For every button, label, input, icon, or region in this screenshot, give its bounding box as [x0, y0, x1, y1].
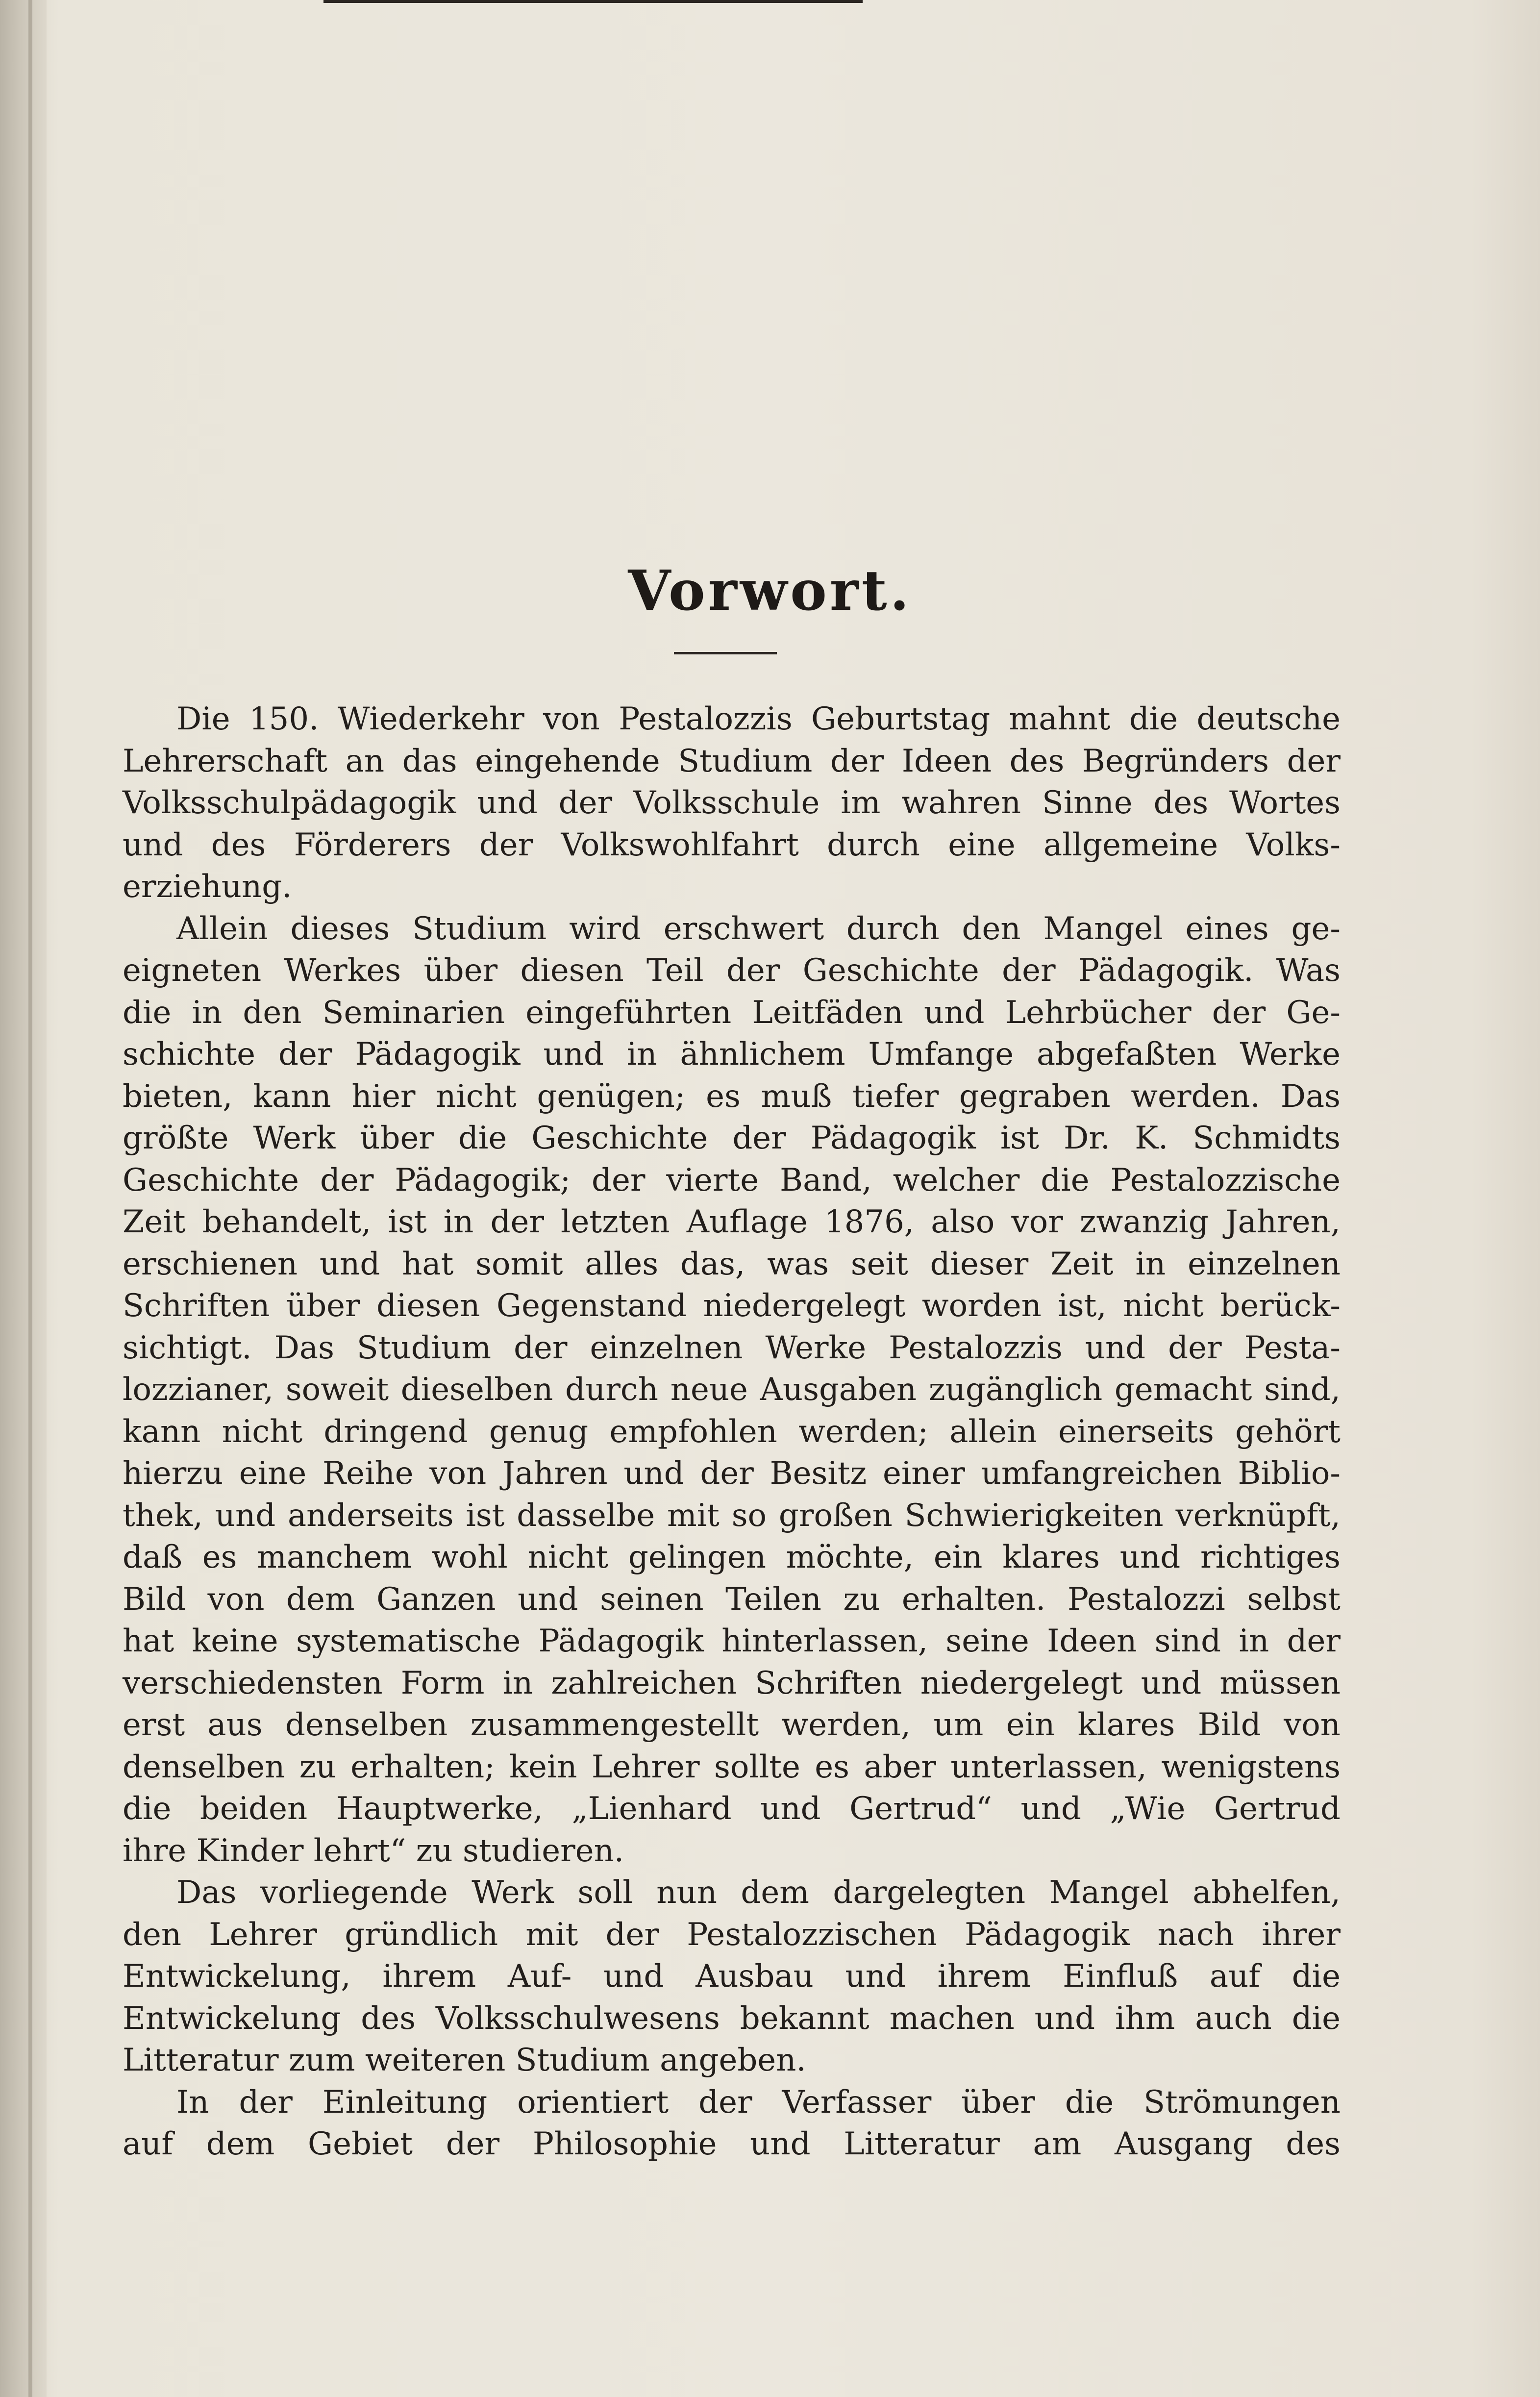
text-line: Die 150. Wiederkehr von Pestalozzis Geburtstag mahnt die deutsche — [176, 701, 1341, 737]
text-line: denselben zu erhalten; kein Lehrer sollte es aber unterlassen, wenigstens — [123, 1748, 1341, 1785]
text-line: lozzianer, soweit dieselben durch neue Ausgaben zugänglich gemacht sind, — [123, 1372, 1341, 1408]
text-line: Geschichte der Pädagogik; der vierte Band, welcher die Pestalozzische — [123, 1162, 1341, 1198]
text-line: Allein dieses Studium wird erschwert durch den Mangel eines ge- — [176, 910, 1341, 947]
text-line: erschienen und hat somit alles das, was seit dieser Zeit in einzelnen — [123, 1246, 1341, 1282]
text-line: Schriften über diesen Gegenstand niedergelegt worden ist, nicht berück- — [123, 1288, 1341, 1324]
text-line: hierzu eine Reihe von Jahren und der Besitz einer umfangreichen Biblio- — [123, 1455, 1341, 1492]
page-gutter — [0, 0, 47, 2397]
text-line: eigneten Werkes über diesen Teil der Geschichte der Pädagogik. Was — [123, 952, 1341, 989]
text-line: thek, und anderseits ist dasselbe mit so großen Schwierigkeiten verknüpft, — [123, 1497, 1341, 1534]
text-line: Das vorliegende Werk soll nun dem dargelegten Mangel abhelfen, — [176, 1874, 1341, 1911]
text-line: erziehung. — [123, 869, 292, 905]
text-line: die in den Seminarien eingeführten Leitfäden und Lehrbücher der Ge- — [123, 994, 1341, 1031]
title-rule — [674, 652, 777, 654]
text-line: größte Werk über die Geschichte der Pädagogik ist Dr. K. Schmidts — [123, 1120, 1341, 1156]
text-line: den Lehrer gründlich mit der Pestalozzischen Pädagogik nach ihrer — [123, 1916, 1341, 1953]
text-line: Bild von dem Ganzen und seinen Teilen zu erhalten. Pestalozzi selbst — [123, 1581, 1341, 1618]
text-line: In der Einleitung orientiert der Verfasser über die Strömungen — [176, 2084, 1341, 2121]
text-line: Volksschulpädagogik und der Volksschule im wahren Sinne des Wortes — [123, 785, 1341, 821]
text-line: schichte der Pädagogik und in ähnlichem Umfange abgefaßten Werke — [123, 1036, 1341, 1073]
text-line: daß es manchem wohl nicht gelingen möchte, ein klares und richtiges — [123, 1539, 1341, 1575]
text-line: Litteratur zum weiteren Studium angeben. — [123, 2042, 806, 2078]
text-line: bieten, kann hier nicht genügen; es muß tiefer gegraben werden. Das — [123, 1078, 1341, 1115]
text-line: Lehrerschaft an das eingehende Studium der Ideen des Begründers der — [123, 743, 1341, 779]
text-line: hat keine systematische Pädagogik hinterlassen, seine Ideen sind in der — [123, 1623, 1341, 1659]
gutter-line — [28, 0, 32, 2397]
text-line: sichtigt. Das Studium der einzelnen Werke Pestalozzis und der Pesta- — [123, 1329, 1341, 1366]
text-line: die beiden Hauptwerke, „Lienhard und Gertrud“ und „Wie Gertrud — [123, 1791, 1341, 1827]
text-line: Entwickelung, ihrem Auf- und Ausbau und ihrem Einfluß auf die — [123, 1958, 1341, 1995]
text-line: erst aus denselben zusammengestellt werden, um ein klares Bild von — [123, 1707, 1341, 1743]
text-line: ihre Kinder lehrt“ zu studieren. — [123, 1832, 624, 1869]
text-line: und des Förderers der Volkswohlfahrt durch eine allgemeine Volks- — [123, 826, 1341, 863]
text-line: auf dem Gebiet der Philosophie und Litteratur am Ausgang des — [123, 2126, 1341, 2162]
body-text — [123, 699, 1341, 2166]
page-title: Vorwort. — [628, 559, 912, 623]
text-line: Entwickelung des Volksschulwesens bekannt machen und ihm auch die — [123, 2000, 1341, 2037]
top-rule — [323, 0, 863, 3]
text-line: verschiedensten Form in zahlreichen Schriften niedergelegt und müssen — [123, 1665, 1341, 1701]
text-line: kann nicht dringend genug empfohlen werden; allein einerseits gehört — [123, 1413, 1341, 1450]
text-line: Zeit behandelt, ist in der letzten Auflage 1876, also vor zwanzig Jahren, — [123, 1204, 1341, 1240]
